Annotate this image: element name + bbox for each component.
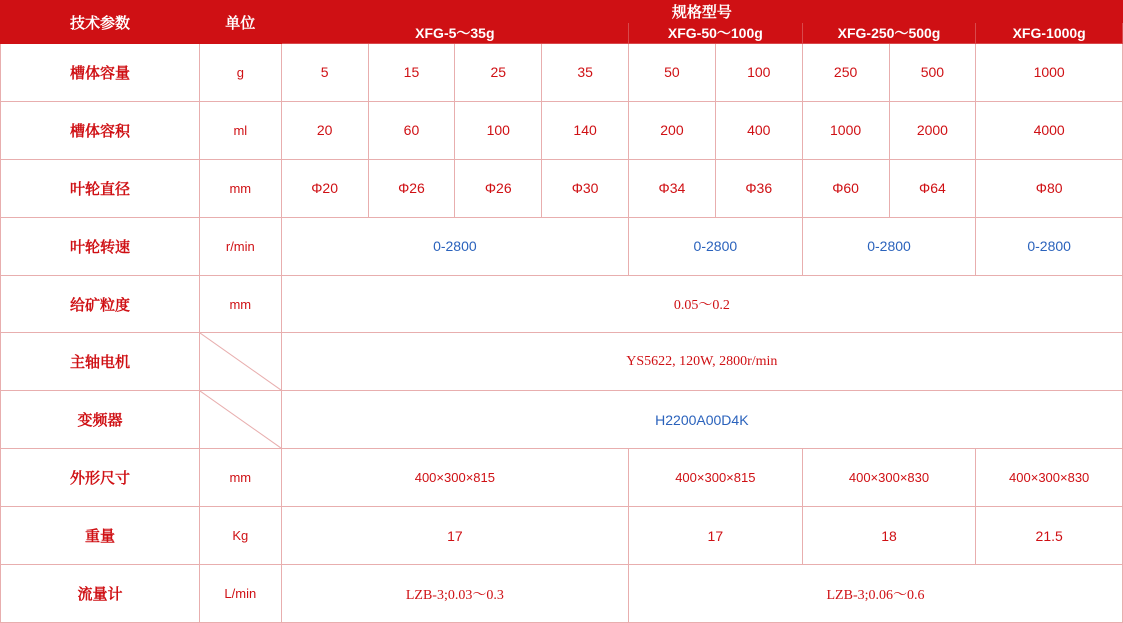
cell-value: 250 xyxy=(802,44,889,102)
empty-unit-cell-slash xyxy=(199,333,281,391)
table-row xyxy=(1,101,1123,159)
row-unit: L/min xyxy=(199,565,281,623)
cell-value: 400×300×815 xyxy=(629,449,803,507)
header-tech-parameter: 技术参数 xyxy=(1,1,200,44)
table-header xyxy=(1,1,1123,44)
diagonal-slash-icon xyxy=(200,333,281,390)
cell-value: 1000 xyxy=(802,101,889,159)
cell-value: 400×300×830 xyxy=(976,449,1123,507)
cell-value: 400×300×830 xyxy=(802,449,976,507)
cell-value: Φ30 xyxy=(542,159,629,217)
cell-value: Φ26 xyxy=(455,159,542,217)
cell-value: Φ20 xyxy=(281,159,368,217)
table-row xyxy=(1,449,1123,507)
row-label: 给矿粒度 xyxy=(1,275,200,333)
cell-value: 500 xyxy=(889,44,976,102)
cell-value: 50 xyxy=(629,44,716,102)
row-unit: ml xyxy=(199,101,281,159)
diagonal-slash-icon xyxy=(200,391,281,448)
header-model-4: XFG-1000g xyxy=(976,23,1123,44)
table-body xyxy=(1,44,1123,623)
cell-value: Φ80 xyxy=(976,159,1123,217)
cell-value: 1000 xyxy=(976,44,1123,102)
cell-value: 200 xyxy=(629,101,716,159)
cell-value: 0-2800 xyxy=(629,217,803,275)
cell-value: 17 xyxy=(629,507,803,565)
row-label: 槽体容积 xyxy=(1,101,200,159)
table-row xyxy=(1,217,1123,275)
header-model-3: XFG-250～500g xyxy=(802,23,976,44)
cell-value: 400 xyxy=(715,101,802,159)
cell-value: 21.5 xyxy=(976,507,1123,565)
row-unit: r/min xyxy=(199,217,281,275)
table-row xyxy=(1,44,1123,102)
header-model-1: XFG-5～35g xyxy=(281,23,628,44)
cell-value: 100 xyxy=(715,44,802,102)
cell-value: 100 xyxy=(455,101,542,159)
header-row-top xyxy=(1,1,1123,23)
cell-value: 20 xyxy=(281,101,368,159)
cell-value: YS5622, 120W, 2800r/min xyxy=(281,333,1122,391)
table-row xyxy=(1,333,1123,391)
cell-value: 400×300×815 xyxy=(281,449,628,507)
cell-value: 4000 xyxy=(976,101,1123,159)
table-row xyxy=(1,565,1123,623)
cell-value: 5 xyxy=(281,44,368,102)
cell-value: 140 xyxy=(542,101,629,159)
row-unit: mm xyxy=(199,275,281,333)
row-unit: mm xyxy=(199,159,281,217)
cell-value: 0.05～0.2 xyxy=(281,275,1122,333)
row-label: 叶轮直径 xyxy=(1,159,200,217)
empty-unit-cell-slash xyxy=(199,391,281,449)
table-row xyxy=(1,275,1123,333)
cell-value: Φ64 xyxy=(889,159,976,217)
row-label: 变频器 xyxy=(1,391,200,449)
table-row xyxy=(1,507,1123,565)
row-label: 叶轮转速 xyxy=(1,217,200,275)
cell-value: 0-2800 xyxy=(976,217,1123,275)
cell-value: 18 xyxy=(802,507,976,565)
row-label: 流量计 xyxy=(1,565,200,623)
cell-value: 25 xyxy=(455,44,542,102)
row-label: 槽体容量 xyxy=(1,44,200,102)
row-label: 重量 xyxy=(1,507,200,565)
cell-value: LZB-3;0.03～0.3 xyxy=(281,565,628,623)
cell-value: LZB-3;0.06～0.6 xyxy=(629,565,1123,623)
cell-value: Φ34 xyxy=(629,159,716,217)
header-unit: 单位 xyxy=(199,1,281,44)
table-row xyxy=(1,159,1123,217)
header-model-2: XFG-50～100g xyxy=(629,23,803,44)
cell-value: 60 xyxy=(368,101,455,159)
row-label: 外形尺寸 xyxy=(1,449,200,507)
cell-value: 0-2800 xyxy=(802,217,976,275)
cell-value: Φ36 xyxy=(715,159,802,217)
row-unit: mm xyxy=(199,449,281,507)
cell-value: 2000 xyxy=(889,101,976,159)
row-unit: Kg xyxy=(199,507,281,565)
cell-value: 0-2800 xyxy=(281,217,628,275)
cell-value: 15 xyxy=(368,44,455,102)
table-row xyxy=(1,391,1123,449)
row-unit: g xyxy=(199,44,281,102)
cell-value: Φ26 xyxy=(368,159,455,217)
row-label: 主轴电机 xyxy=(1,333,200,391)
header-model-group: 规格型号 xyxy=(281,1,1122,23)
cell-value: 17 xyxy=(281,507,628,565)
cell-value: Φ60 xyxy=(802,159,889,217)
cell-value: 35 xyxy=(542,44,629,102)
cell-value: H2200A00D4K xyxy=(281,391,1122,449)
